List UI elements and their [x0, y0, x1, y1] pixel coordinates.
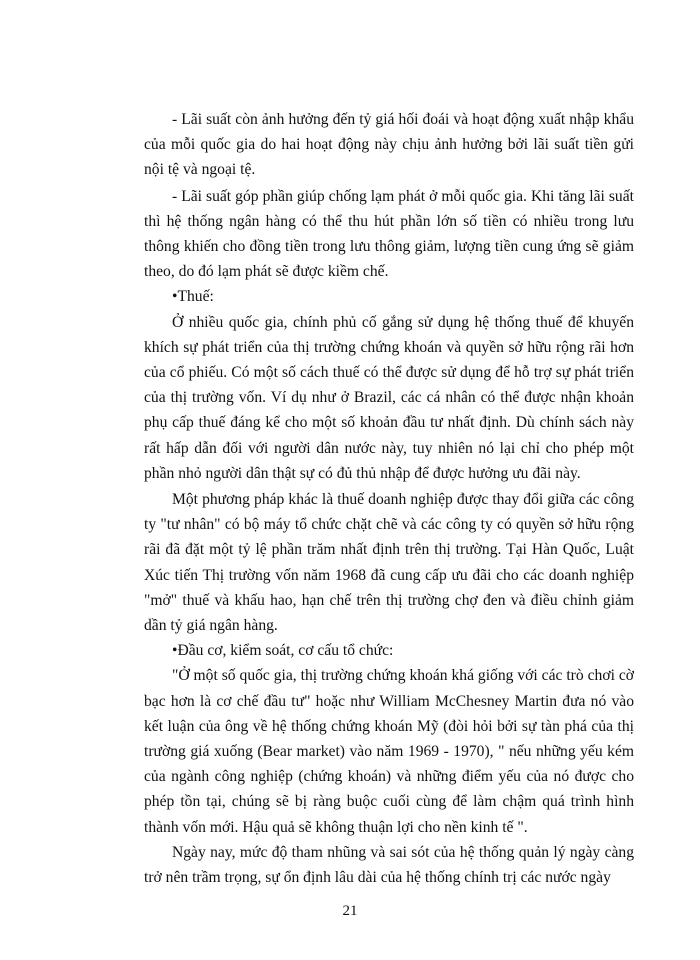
paragraph-speculation-quote: "Ở một số quốc gia, thị trường chứng khoán khá giống với các trò chơi cờ bạc hơn là cơ chế đầu tư" hoặc như William McChesney Martin đưa nó vào kết luận của ông về hệ thống chứng khoán Mỹ (đòi hỏi bởi sự tàn phá của thị trường giá xuống (Bear market) vào năm 1969 - 1970), " nếu những yếu kém của ngành công nghiệp (chứng khoán) và những điểm yếu của nó được cho phép tồn tại, chúng sẽ bị ràng buộc cuối cùng để làm chậm quá trình hình thành vốn mới. Hậu quả sẽ không thuận lợi cho nền kinh tế ". — [144, 667, 634, 836]
paragraph-tax-policy: Ở nhiều quốc gia, chính phủ cố gắng sử dụng hệ thống thuế để khuyến khích sự phát triển của thị trường chứng khoán và quyền sở hữu rộng rãi hơn của cổ phiếu. Có một số cách thuế có thể được sử dụng để hỗ trợ sự phát triển của thị trường vốn. Ví dụ như ở Brazil, các cá nhân có thể được nhận khoản phụ cấp thuế đáng kể cho một số khoản đầu tư nhất định. Dù chính sách này rất hấp dẫn đối với người dân nước này, tuy nhiên nó lại chỉ cho phép một phần nhỏ người dân thật sự có đủ thủ nhập để được hưởng ưu đãi này. — [144, 313, 634, 482]
paragraph-corruption: Ngày nay, mức độ tham nhũng và sai sót của hệ thống quản lý ngày càng trở nên trầm trọng, sự ổn định lâu dài của hệ thống chính trị các nước ngày — [144, 843, 634, 887]
heading-tax: •Thuế: — [172, 288, 214, 306]
page-number: 21 — [342, 903, 358, 919]
heading-speculation: •Đầu cơ, kiểm soát, cơ cấu tổ chức: — [172, 642, 394, 660]
paragraph-corporate-tax: Một phương pháp khác là thuế doanh nghiệp được thay đổi giữa các công ty "tư nhân" có bộ máy tổ chức chặt chẽ và các công ty có quyền sở hữu rộng rãi đã đặt một tỷ lệ phần trăm nhất định trên thị trường. Tại Hàn Quốc, Luật Xúc tiến Thị trường vốn năm 1968 đã cung cấp ưu đãi cho các doanh nghiệp "mở" thuế và khấu hao, hạn chế trên thị trường chợ đen và điều chỉnh giảm dần tỷ giá ngân hàng. — [144, 491, 634, 635]
body-text — [144, 107, 634, 890]
paragraph-interest-inflation: - Lãi suất góp phần giúp chống lạm phát ở mỗi quốc gia. Khi tăng lãi suất thì hệ thống ngân hàng có thể thu hút phần lớn số tiền có nhiều trong lưu thông khiến cho đồng tiền trong lưu thông giảm, lượng tiền cung ứng sẽ giảm theo, do đó lạm phát sẽ được kiềm chế. — [144, 187, 634, 281]
paragraph-interest-exchange-rate: - Lãi suất còn ảnh hưởng đến tỷ giá hối đoái và hoạt động xuất nhập khẩu của mỗi quốc gia do hai hoạt động này chịu ảnh hưởng bởi lãi suất tiền gửi nội tệ và ngoại tệ. — [144, 111, 634, 179]
